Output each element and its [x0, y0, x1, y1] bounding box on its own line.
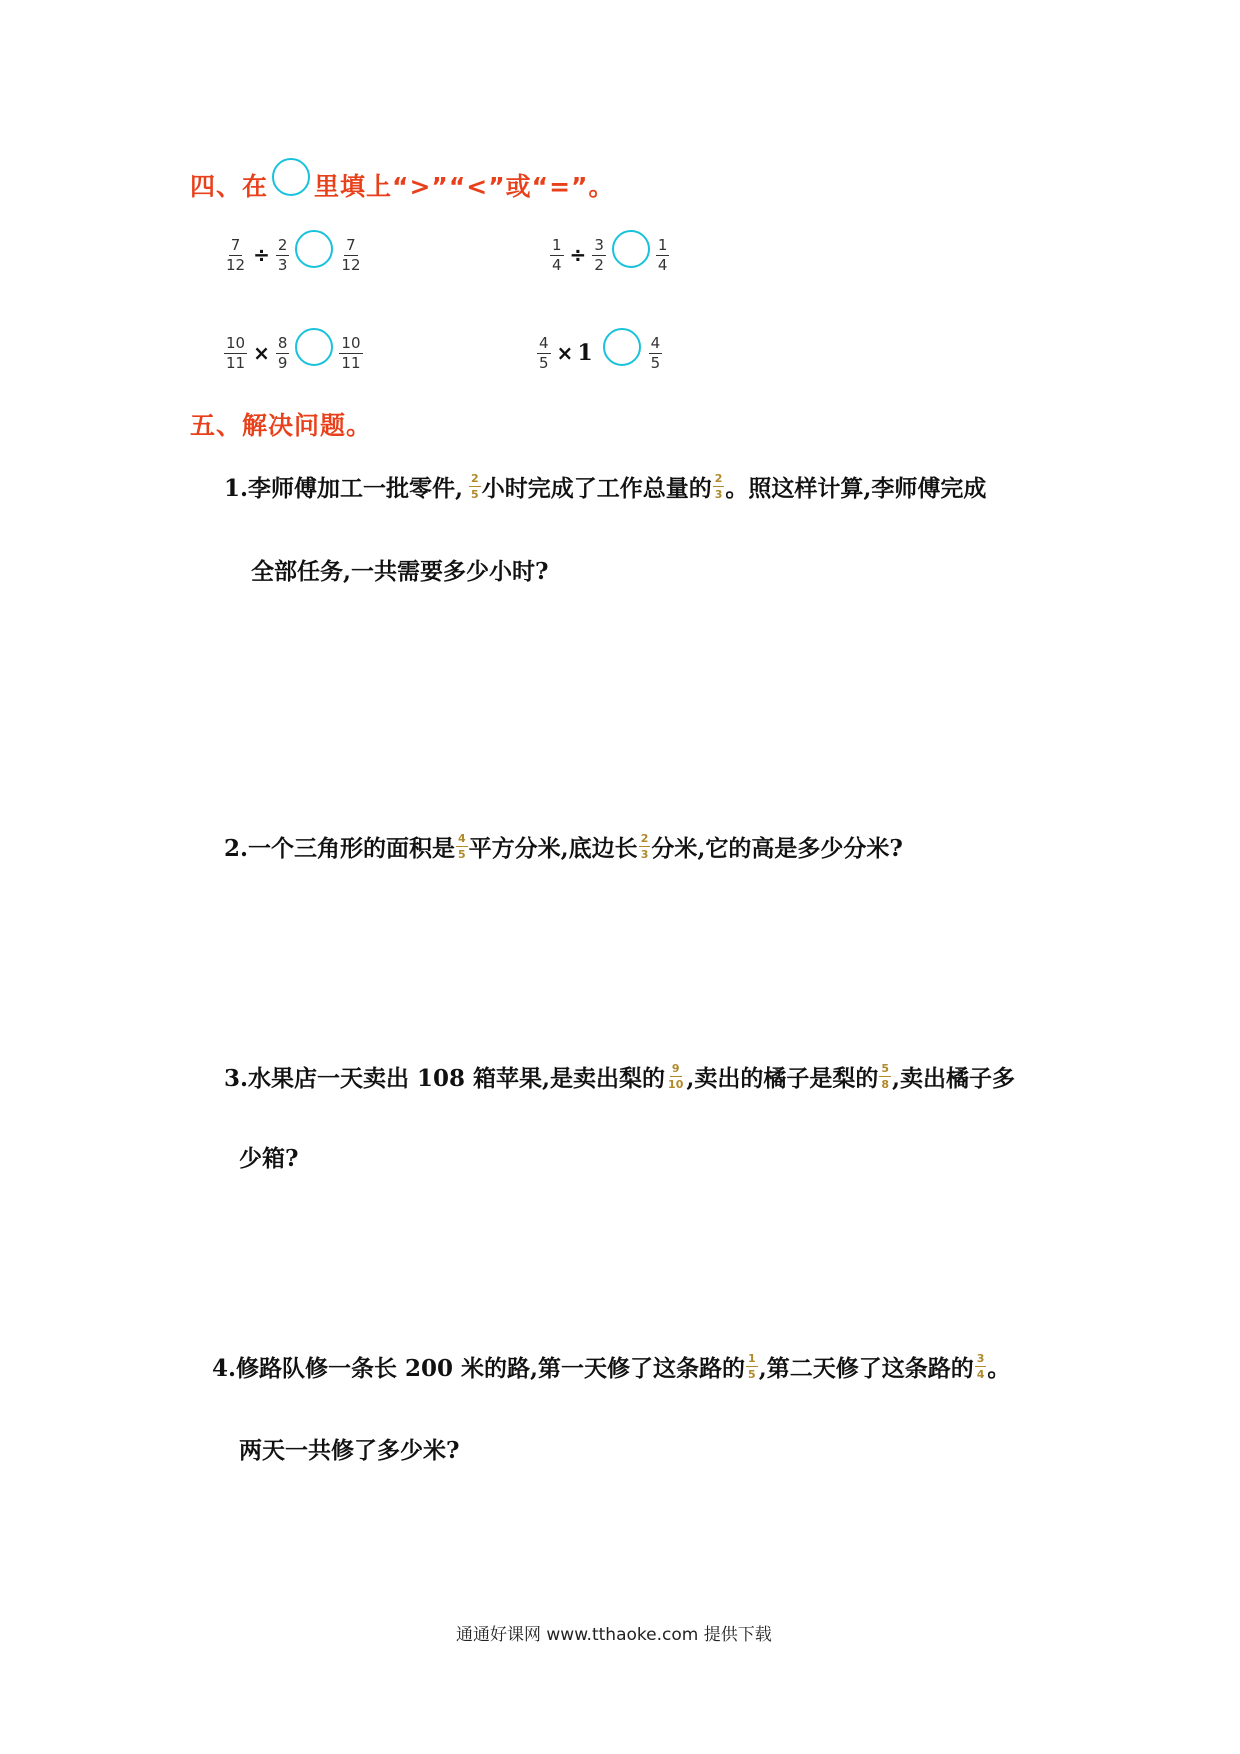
answer-circle-blank[interactable] — [612, 230, 650, 268]
question-text: 平方分米,底边长 — [468, 835, 638, 862]
fraction: $\frac{2}{3}$ — [277, 235, 288, 274]
fraction: $\frac{9}{10}$ — [668, 1062, 684, 1091]
section-4-title-start: 四、在 — [190, 172, 269, 201]
question-text: 1.李师傅加工一批零件, — [224, 475, 464, 502]
compare-problem-1 — [222, 236, 365, 274]
question-text: ,卖出橘子多 — [892, 1065, 1016, 1092]
question-text: 2.一个三角形的面积是 — [224, 835, 456, 862]
fraction: $\frac{5}{8}$ — [881, 1062, 890, 1091]
section-4-title-end: 里填上“>”“<”或“=”。 — [314, 172, 615, 201]
answer-circle-blank[interactable] — [295, 230, 333, 268]
compare-problem-4 — [535, 334, 664, 372]
question-text: 。 — [987, 1355, 1011, 1382]
fraction: $\frac{2}{5}$ — [471, 472, 479, 501]
compare-problem-2 — [548, 236, 671, 274]
operator: ÷ — [569, 243, 587, 267]
operator: ÷ — [253, 243, 270, 267]
compare-problem-3 — [222, 334, 365, 372]
fraction: $\frac{1}{4}$ — [657, 235, 668, 274]
fraction: $\frac{1}{5}$ — [748, 1352, 756, 1381]
fraction: $\frac{3}{4}$ — [976, 1352, 985, 1381]
question-3-line-1 — [224, 1060, 1015, 1093]
question-text: 小时完成了工作总量的 — [481, 475, 712, 502]
question-text: 3.水果店一天卖出 108 箱苹果,是卖出梨的 — [224, 1065, 666, 1092]
fraction: $\frac{1}{4}$ — [552, 235, 562, 274]
question-text: 分米,它的高是多少分米? — [651, 835, 903, 862]
fraction: $\frac{4}{5}$ — [650, 333, 661, 372]
question-text: 。照这样计算,李师傅完成 — [725, 475, 987, 502]
question-text: ,第二天修了这条路的 — [758, 1355, 974, 1382]
question-3-line-2: 少箱? — [239, 1145, 299, 1172]
fraction: $\frac{7}{12}$ — [341, 235, 361, 274]
fraction: $\frac{2}{3}$ — [714, 472, 723, 501]
fraction: $\frac{7}{12}$ — [226, 235, 246, 274]
section-4-title — [190, 166, 614, 204]
answer-circle-blank[interactable] — [295, 328, 333, 366]
fraction: $\frac{10}{11}$ — [341, 333, 361, 372]
answer-circle-blank[interactable] — [603, 328, 641, 366]
integer-value: 1 — [577, 340, 593, 366]
operator: × — [556, 341, 574, 365]
blank-circle-icon — [272, 158, 310, 196]
fraction: $\frac{4}{5}$ — [458, 832, 466, 861]
fraction: $\frac{8}{9}$ — [277, 333, 288, 372]
footer-source: 通通好课网 www.tthaoke.com 提供下载 — [456, 1625, 772, 1645]
fraction: $\frac{10}{11}$ — [226, 333, 246, 372]
question-text: ,卖出的橘子是梨的 — [686, 1065, 879, 1092]
question-2 — [224, 830, 903, 863]
question-4-line-1 — [212, 1350, 1010, 1383]
section-5-title: 五、解决问题。 — [190, 411, 373, 440]
fraction: $\frac{4}{5}$ — [539, 333, 549, 372]
question-1-line-2: 全部任务,一共需要多少小时? — [251, 558, 549, 585]
question-text: 4.修路队修一条长 200 米的路,第一天修了这条路的 — [212, 1355, 746, 1382]
operator: × — [253, 341, 270, 365]
fraction: $\frac{2}{3}$ — [640, 832, 649, 861]
question-1-line-1 — [224, 470, 986, 503]
question-4-line-2: 两天一共修了多少米? — [239, 1437, 460, 1464]
fraction: $\frac{3}{2}$ — [594, 235, 604, 274]
